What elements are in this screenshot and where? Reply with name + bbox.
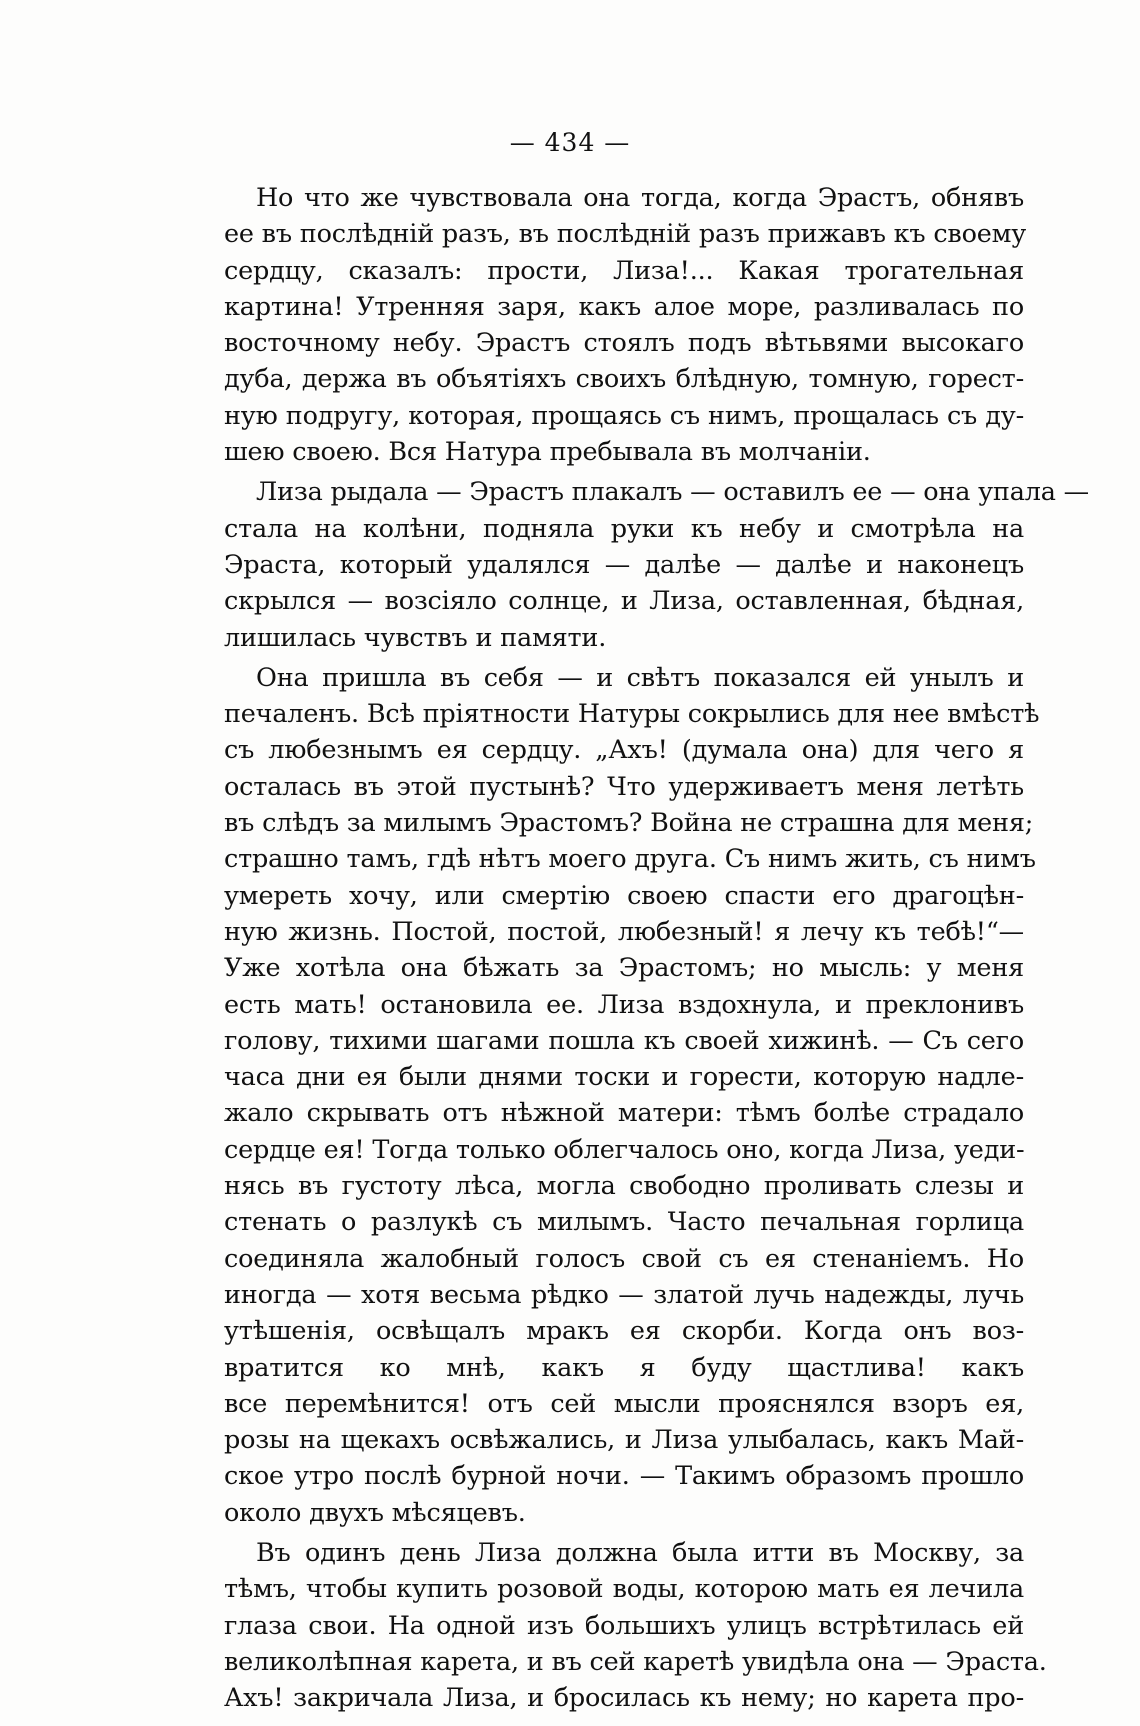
text-line: Ахъ! закричала Лиза, и бросилась къ нему; но карета про- — [224, 1683, 1024, 1714]
paragraph — [224, 1535, 1047, 1716]
text-line: иногда — хотя весьма рѣдко — златой лучь надежды, лучь — [224, 1279, 1024, 1310]
text-line: стала на колѣни, подняла руки къ небу и смотрѣла на — [224, 513, 1024, 544]
text-line: печаленъ. Всѣ пріятности Натуры сокрылись для нее вмѣстѣ — [224, 699, 1040, 730]
text-line: дуба, держа въ объятіяхъ своихъ блѣдную, томную, горест- — [224, 364, 1024, 395]
text-line: Эраста, который удалялся — далѣе — далѣе и наконецъ — [224, 549, 1024, 580]
text-line: тѣмъ, чтобы купить розовой воды, которою мать ея лечила — [224, 1574, 1024, 1605]
text-line: Въ одинъ день Лиза должна была итти въ Москву, за — [256, 1537, 1024, 1568]
text-line: около двухъ мѣсяцевъ. — [224, 1497, 526, 1528]
text-line: все перемѣнится! отъ сей мысли прояснялся взоръ ея, — [224, 1388, 1024, 1419]
text-line: Лиза рыдала — Эрастъ плакалъ — оставилъ ее — она упала — — [256, 477, 1089, 508]
text-line: картина! Утренняя заря, какъ алое море, разливалась по — [224, 291, 1024, 322]
text-line: страшно тамъ, гдѣ нѣтъ моего друга. Съ нимъ жить, съ нимъ — [224, 844, 1036, 875]
paragraph — [224, 180, 1027, 470]
text-line: въ слѣдъ за милымъ Эрастомъ? Война не страшна для меня; — [224, 808, 1034, 839]
paragraph — [224, 474, 1089, 655]
text-line: восточному небу. Эрастъ стоялъ подъ вѣтьвями высокаго — [224, 328, 1024, 359]
text-line: нясь въ густоту лѣса, могла свободно проливать слезы и — [224, 1171, 1024, 1202]
text-line: Она пришла въ себя — и свѣтъ показался ей унылъ и — [256, 662, 1024, 693]
text-line: ную жизнь. Постой, постой, любезный! я лечу къ тебѣ!“— — [224, 916, 1024, 947]
text-line: великолѣпная карета, и въ сей каретѣ увидѣла она — Эраста. — [224, 1646, 1047, 1677]
text-line: Но что же чувствовала она тогда, когда Эрастъ, обнявъ — [256, 183, 1024, 213]
text-line: умереть хочу, или смертію своею спасти его драгоцѣн- — [224, 880, 1024, 911]
paragraph — [224, 660, 1040, 1531]
text-line: шею своею. Вся Натура пребывала въ молчаніи. — [224, 437, 871, 468]
text-line: съ любезнымъ ея сердцу. „Ахъ! (думала она) для чего я — [224, 735, 1024, 766]
text-line: осталась въ этой пустынѣ? Что удерживаетъ меня летѣть — [224, 771, 1024, 802]
text-line: ную подругу, которая, прощаясь съ нимъ, прощалась съ ду- — [224, 400, 1024, 431]
text-line: стенать о разлукѣ съ милымъ. Часто печальная горлица — [224, 1207, 1024, 1238]
page-number: — 434 — — [509, 128, 631, 157]
text-line: Уже хотѣла она бѣжать за Эрастомъ; но мысль: у меня — [224, 953, 1024, 984]
text-line: сердце ея! Тогда только облегчалось оно, когда Лиза, уеди- — [224, 1134, 1025, 1165]
text-line: часа дни ея были днями тоски и горести, которую надле- — [224, 1062, 1024, 1093]
text-line: соединяла жалобный голосъ свой съ ея стенаніемъ. Но — [224, 1243, 1024, 1274]
text-line: глаза свои. На одной изъ большихъ улицъ встрѣтилась ей — [224, 1610, 1024, 1641]
text-line: утѣшенія, освѣщалъ мракъ ея скорби. Когда онъ воз- — [224, 1316, 1024, 1347]
text-line: скрылся — возсіяло солнце, и Лиза, оставленная, бѣдная, — [224, 586, 1024, 617]
body-text — [224, 180, 1089, 1716]
text-line: вратится ко мнѣ, какъ я буду щастлива! какъ — [224, 1352, 1024, 1383]
text-line: сердцу, сказалъ: прости, Лиза!... Какая трогательная — [224, 255, 1024, 286]
text-line: лишилась чувствъ и памяти. — [224, 622, 607, 653]
text-line: розы на щекахъ освѣжались, и Лиза улыбалась, какъ Май- — [224, 1425, 1024, 1456]
text-line: жало скрывать отъ нѣжной матери: тѣмъ болѣе страдало — [224, 1098, 1024, 1129]
text-line: голову, тихими шагами пошла къ своей хижинѣ. — Съ сего — [224, 1025, 1024, 1056]
text-line: есть мать! остановила ее. Лиза вздохнула, и преклонивъ — [224, 989, 1024, 1020]
text-line: ее въ послѣдній разъ, въ послѣдній разъ прижавъ къ своему — [224, 219, 1027, 250]
text-line: ское утро послѣ бурной ночи. — Такимъ образомъ прошло — [224, 1461, 1024, 1492]
